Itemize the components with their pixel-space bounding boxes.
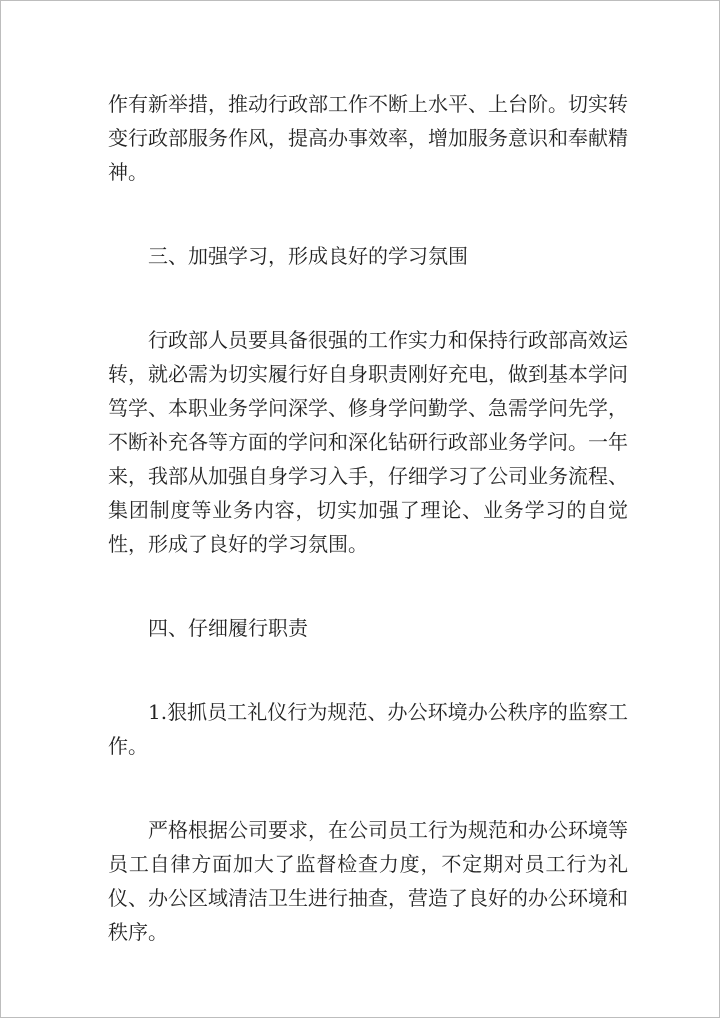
section-heading-3: 三、加强学习，形成良好的学习氛围 [148, 244, 468, 268]
document-body [108, 87, 628, 999]
section-heading-4: 四、仔细履行职责 [148, 616, 308, 640]
paragraph-supervision: 严格根据公司要求，在公司员工行为规范和办公环境等员工自律方面加大了监督检查力度，不定期对员工行为礼仪、办公区域清洁卫生进行抽查，营造了良好的办公环境和秩序。 [108, 818, 628, 944]
paragraph-continuation: 作有新举措，推动行政部工作不断上水平、上台阶。切实转变行政部服务作风，提高办事效率，增加服务意识和奉献精神。 [108, 92, 628, 184]
subsection-heading-4-1: 1.狠抓员工礼仪行为规范、办公环境办公秩序的监察工作。 [108, 700, 628, 758]
paragraph-study: 行政部人员要具备很强的工作实力和保持行政部高效运转，就必需为切实履行好自身职责刚好充电，做到基本学问笃学、本职业务学问深学、修身学问勤学、急需学问先学，不断补充各等方面的学问和深化钻研行政部业务学问。一年来，我部从加强自身学习入手，仔细学习了公司业务流程、集团制度等业务内容，切实加强了理论、业务学习的自觉性，形成了良好的学习氛围。 [108, 328, 628, 556]
